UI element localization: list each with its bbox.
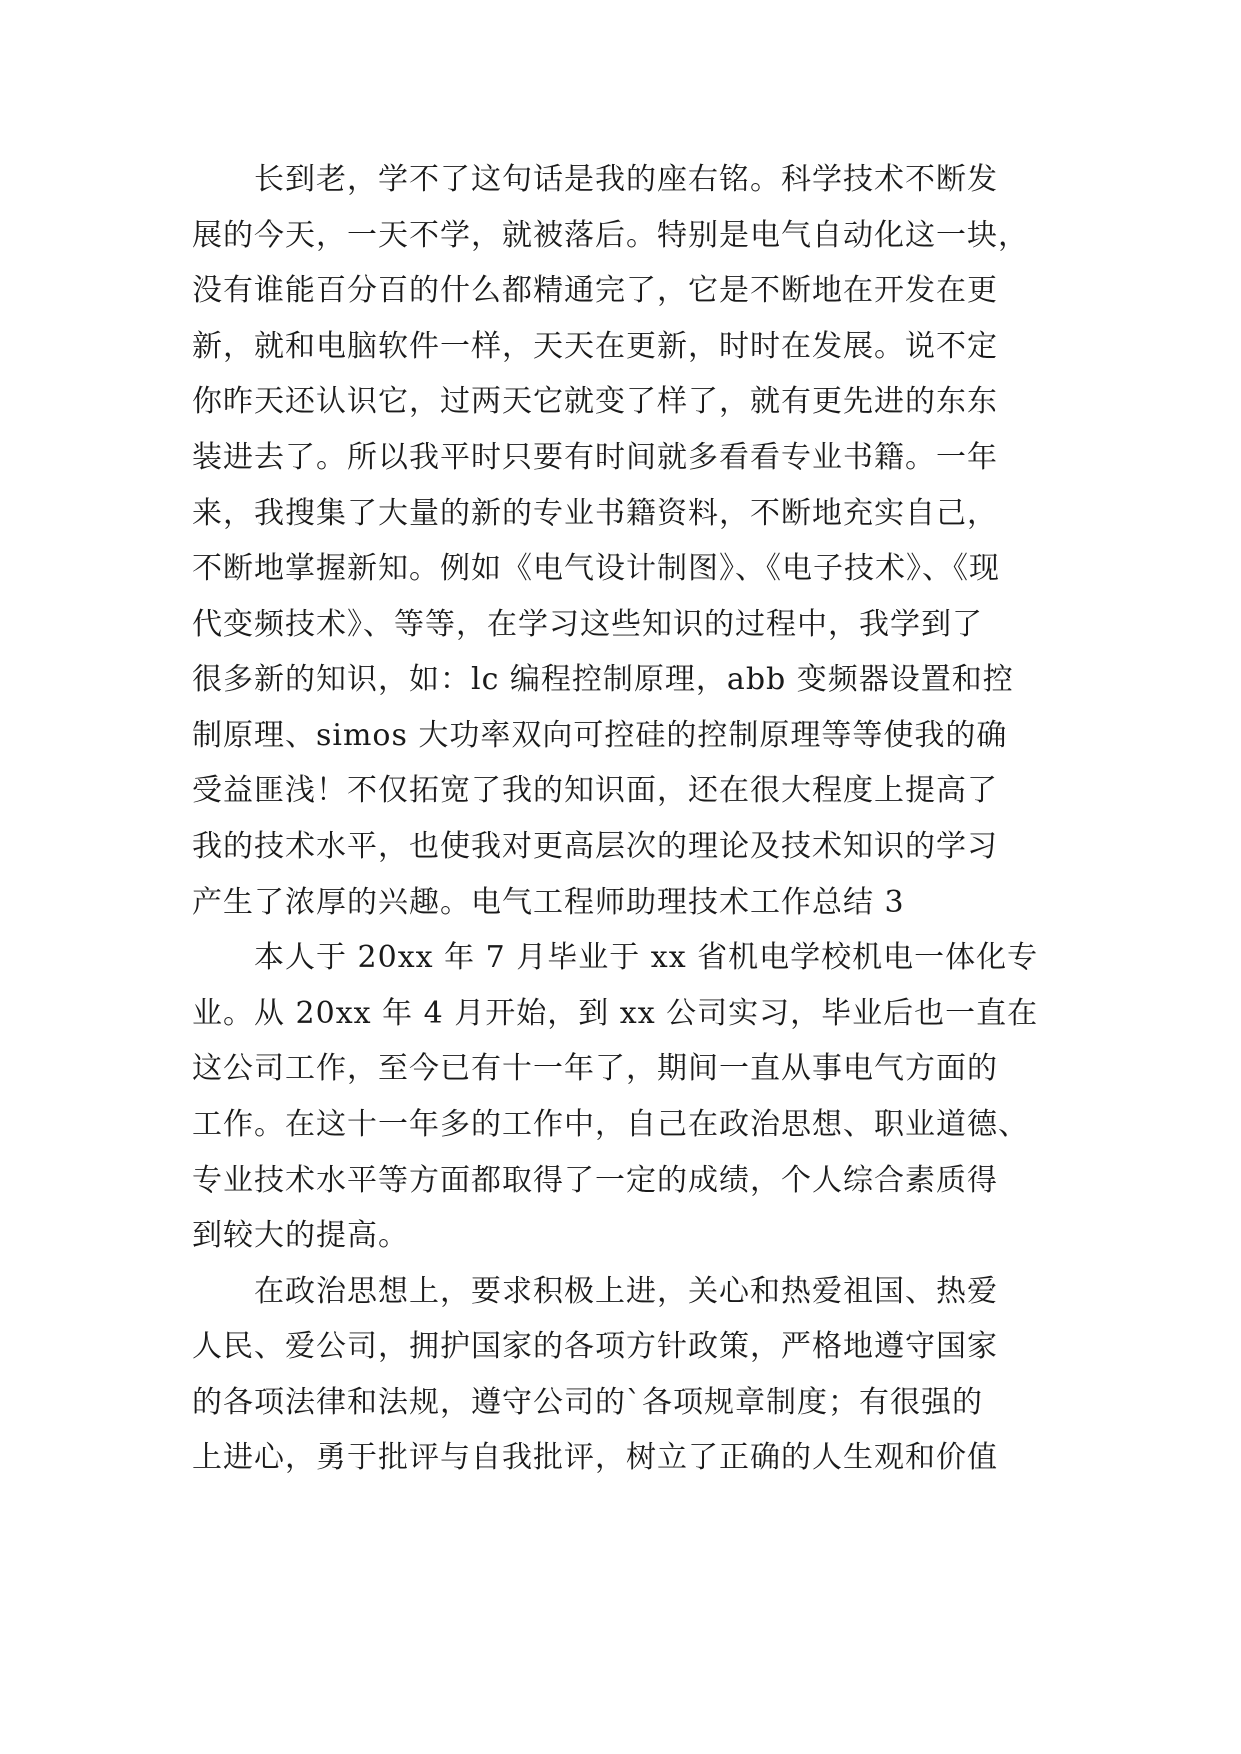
text-line: 业。从 20xx 年 4 月开始，到 xx 公司实习，毕业后也一直在 [192, 996, 1039, 1031]
text-line: 上进心，勇于批评与自我批评，树立了正确的人生观和价值 [192, 1440, 998, 1475]
text-line: 专业技术水平等方面都取得了一定的成绩，个人综合素质得 [192, 1163, 998, 1198]
text-line: 新，就和电脑软件一样，天天在更新，时时在发展。说不定 [192, 329, 998, 364]
text-line: 不断地掌握新知。例如《电气设计制图》、《电子技术》、《现 [192, 551, 1000, 586]
text-line: 受益匪浅！不仅拓宽了我的知识面，还在很大程度上提高了 [192, 773, 998, 808]
text-line: 很多新的知识，如：lc 编程控制原理，abb 变频器设置和控 [192, 662, 1014, 697]
text-line: 本人于 20xx 年 7 月毕业于 xx 省机电学校机电一体化专 [192, 940, 1039, 975]
text-line: 人民、爱公司，拥护国家的各项方针政策，严格地遵守国家 [192, 1329, 998, 1364]
text-line: 产生了浓厚的兴趣。电气工程师助理技术工作总结 3 [192, 885, 905, 920]
text-line: 没有谁能百分百的什么都精通完了，它是不断地在开发在更 [192, 273, 998, 308]
text-line: 装进去了。所以我平时只要有时间就多看看专业书籍。一年 [192, 440, 998, 475]
text-line: 到较大的提高。 [192, 1218, 409, 1253]
text-line: 长到老，学不了这句话是我的座右铭。科学技术不断发 [192, 162, 998, 197]
text-line: 我的技术水平，也使我对更高层次的理论及技术知识的学习 [192, 829, 998, 864]
text-line: 来，我搜集了大量的新的专业书籍资料，不断地充实自己， [192, 496, 998, 531]
text-line: 的各项法律和法规，遵守公司的`各项规章制度；有很强的 [192, 1385, 983, 1420]
text-line: 这公司工作，至今已有十一年了，期间一直从事电气方面的 [192, 1051, 998, 1086]
text-line: 代变频技术》、等等，在学习这些知识的过程中，我学到了 [192, 607, 983, 642]
text-line: 工作。在这十一年多的工作中，自己在政治思想、职业道德、 [192, 1107, 1029, 1142]
text-line: 展的今天，一天不学，就被落后。特别是电气自动化这一块， [192, 218, 1029, 253]
text-line: 你昨天还认识它，过两天它就变了样了，就有更先进的东东 [192, 384, 998, 419]
text-line: 在政治思想上，要求积极上进，关心和热爱祖国、热爱 [192, 1274, 998, 1309]
text-line: 制原理、simos 大功率双向可控硅的控制原理等等使我的确 [192, 718, 1008, 753]
